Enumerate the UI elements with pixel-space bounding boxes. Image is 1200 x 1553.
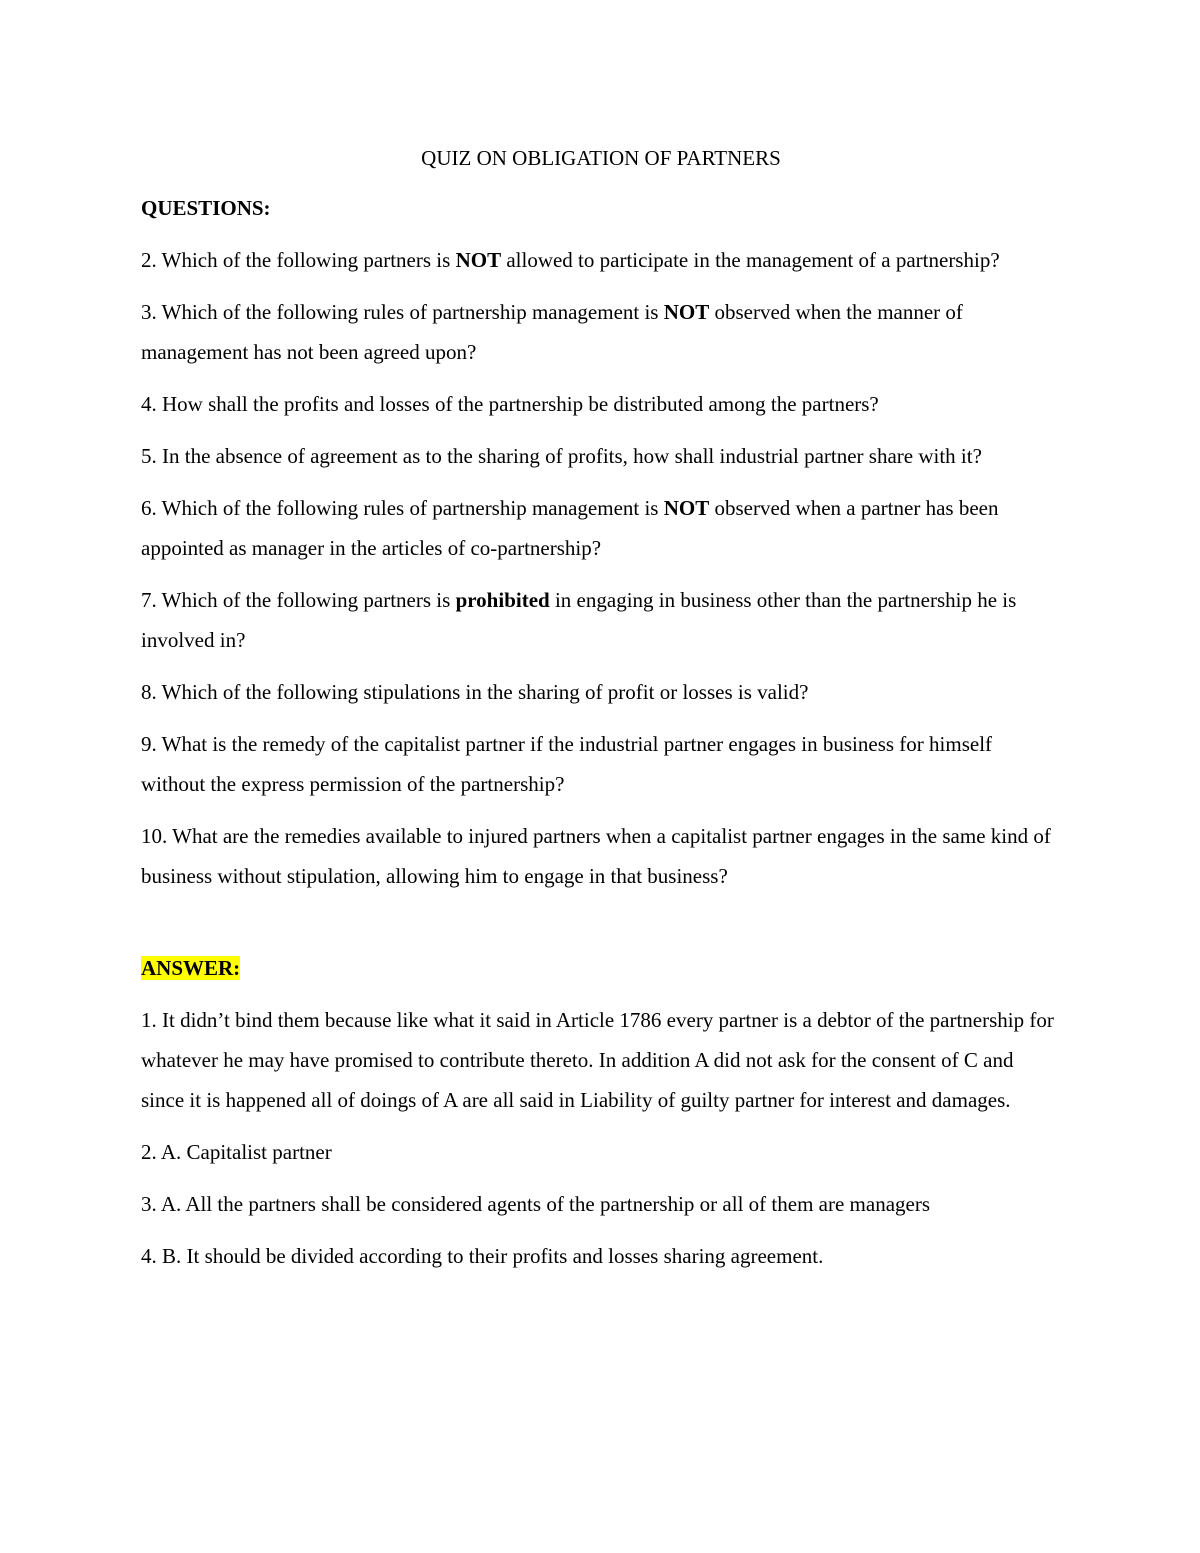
question-text: 3. Which of the following rules of partnership management is xyxy=(141,300,664,324)
question-text: 6. Which of the following rules of partnership management is xyxy=(141,496,664,520)
answer-item: 1. It didn’t bind them because like what it said in Article 1786 every partner is a debtor of the partnership for whatever he may have promised to contribute thereto. In addition A did not ask for the consent of C and since it is happened all of doings of A are all said in Liability of guilty partner for interest and damages. xyxy=(141,1008,1054,1112)
questions-list xyxy=(141,240,1061,896)
answer-heading: ANSWER: xyxy=(141,956,241,980)
question-emphasis: NOT xyxy=(663,496,710,520)
question-item xyxy=(141,292,1061,372)
question-item xyxy=(141,816,1061,896)
question-item xyxy=(141,672,1061,712)
questions-heading: QUESTIONS: xyxy=(141,196,271,220)
answer-item: 4. B. It should be divided according to their profits and losses sharing agreement. xyxy=(141,1244,824,1268)
question-text: 4. How shall the profits and losses of the partnership be distributed among the partners? xyxy=(141,392,879,416)
question-text: observed when the manner of management has not been agreed upon? xyxy=(141,300,963,364)
answer-item: 3. A. All the partners shall be considered agents of the partnership or all of them are managers xyxy=(141,1192,930,1216)
answer-item: 2. A. Capitalist partner xyxy=(141,1140,332,1164)
question-emphasis: NOT xyxy=(663,300,710,324)
question-text: 10. What are the remedies available to injured partners when a capitalist partner engages in the same kind of business without stipulation, allowing him to engage in that business? xyxy=(141,824,1051,888)
question-item xyxy=(141,240,1061,280)
question-text: 5. In the absence of agreement as to the sharing of profits, how shall industrial partner share with it? xyxy=(141,444,982,468)
question-text: 8. Which of the following stipulations in the sharing of profit or losses is valid? xyxy=(141,680,809,704)
question-item xyxy=(141,580,1061,660)
document-title: QUIZ ON OBLIGATION OF PARTNERS xyxy=(421,146,781,170)
question-item xyxy=(141,384,1061,424)
question-emphasis: NOT xyxy=(455,248,502,272)
document-content xyxy=(141,140,1061,1288)
question-text: in engaging in business other than the partnership he is involved in? xyxy=(141,588,1017,652)
question-text: 7. Which of the following partners is xyxy=(141,588,456,612)
question-item xyxy=(141,724,1061,804)
question-text: allowed to participate in the management of a partnership? xyxy=(501,248,1000,272)
question-item xyxy=(141,488,1061,568)
question-emphasis: prohibited xyxy=(455,588,550,612)
question-text: 9. What is the remedy of the capitalist partner if the industrial partner engages in business for himself without the express permission of the partnership? xyxy=(141,732,993,796)
answers-list xyxy=(141,1000,1061,1276)
question-text: observed when a partner has been appointed as manager in the articles of co-partnership? xyxy=(141,496,999,560)
question-item xyxy=(141,436,1061,476)
question-text: 2. Which of the following partners is xyxy=(141,248,456,272)
answer-heading-block xyxy=(141,948,1061,988)
